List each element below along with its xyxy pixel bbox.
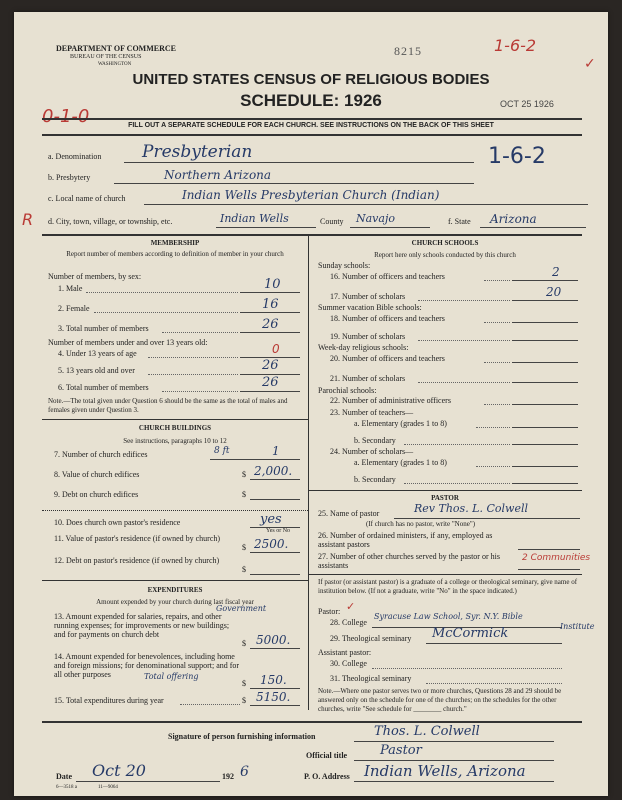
- date-label: Date: [56, 772, 72, 781]
- q18-label: 18. Number of officers and teachers: [330, 314, 445, 323]
- q5-label: 5. 13 years old and over: [58, 366, 135, 375]
- rule: [308, 574, 582, 575]
- q24a-label: a. Elementary (grades 1 to 8): [354, 458, 447, 467]
- form-code-2: 11—9064: [98, 785, 118, 790]
- check-mark-icon: ✓: [584, 56, 596, 72]
- census-schedule-form: [14, 12, 608, 796]
- q12-label: 12. Debt on pastor's residence (if owned by church): [54, 556, 220, 565]
- state-label: f. State: [448, 217, 471, 226]
- expenditures-intro-note: Government: [216, 604, 267, 613]
- signature-value: Thos. L. Colwell: [374, 724, 480, 739]
- q5-value: 26: [262, 358, 279, 373]
- official-title-label: Official title: [306, 751, 348, 760]
- rule: [42, 419, 308, 420]
- county-value: Navajo: [356, 212, 395, 225]
- schedule-title: SCHEDULE: 1926: [240, 91, 382, 110]
- presbytery-value: Northern Arizona: [164, 168, 272, 182]
- q11-label: 11. Value of pastor's residence (if owned by church): [54, 534, 221, 543]
- q31-label: 31. Theological seminary: [330, 674, 412, 683]
- q14-value: 150.: [260, 673, 287, 687]
- q23-label: 23. Number of teachers—: [330, 408, 414, 417]
- schools-heading: CHURCH SCHOOLS: [411, 239, 479, 247]
- membership-intro: Report number of members according to definition of member in your church: [66, 250, 284, 258]
- q29-label: 29. Theological seminary: [330, 634, 412, 643]
- q21-label: 21. Number of scholars: [330, 374, 406, 383]
- q13-label: 13. Amount expended for salaries, repairs, and other running expenses; for improvements or new buildings; and for payments on church debt: [54, 612, 230, 639]
- q6-label: 6. Total number of members: [58, 383, 149, 392]
- buildings-heading: CHURCH BUILDINGS: [138, 424, 212, 432]
- pastor-sub-label: Pastor:: [318, 607, 341, 616]
- q10-label: 10. Does church own pastor's residence: [54, 518, 181, 527]
- date-value: Oct 20: [92, 761, 146, 780]
- q28-value: Syracuse Law School, Syr. N.Y. Bible: [374, 612, 523, 621]
- expenditures-intro: Amount expended by your church during last fiscal year: [96, 598, 254, 606]
- city-label: d. City, town, village, or township, etc.: [48, 217, 173, 226]
- q20-label: 20. Number of officers and teachers: [330, 354, 445, 363]
- q22-label: 22. Number of administrative officers: [330, 396, 451, 405]
- weekday-schools-label: Week-day religious schools:: [318, 343, 409, 352]
- parochial-schools-label: Parochial schools:: [318, 386, 377, 395]
- denomination-value: Presbyterian: [142, 142, 253, 162]
- q13-dollar: $: [242, 639, 246, 648]
- address-label: P. O. Address: [304, 772, 350, 781]
- official-title-value: Pastor: [380, 743, 422, 758]
- rule: [42, 134, 582, 136]
- presbytery-label: b. Presbytery: [48, 173, 91, 182]
- q7-note: 8 ft: [214, 446, 230, 456]
- q15-label: 15. Total expenditures during year: [54, 696, 164, 705]
- assistant-pastor-label: Assistant pastor:: [318, 648, 372, 657]
- rule: [42, 234, 582, 236]
- q2-value: 16: [262, 297, 279, 312]
- q25-note: (If church has no pastor, write "None"): [366, 520, 476, 528]
- q14-note: Total offering: [144, 672, 199, 681]
- q25-value: Rev Thos. L. Colwell: [414, 502, 529, 515]
- q9-label: 9. Debt on church edifices: [54, 490, 139, 499]
- q13-value: 5000.: [256, 633, 291, 647]
- q1-label: 1. Male: [58, 284, 83, 293]
- q8-label: 8. Value of church edifices: [54, 470, 140, 479]
- yes-no-hint: Yes or No: [266, 528, 291, 534]
- q11-dollar: $: [242, 543, 246, 552]
- pastor-note: Note.—Where one pastor serves two or more churches, Questions 28 and 29 should be answered only on the schedule for one of the churches; on the schedules for the other churches, write "See schedule for ________ church.": [318, 687, 562, 713]
- serial-number: 8215: [394, 44, 422, 58]
- q9-dollar: $: [242, 490, 246, 499]
- q11-value: 2500.: [254, 537, 289, 551]
- q25-label: 25. Name of pastor: [318, 509, 380, 518]
- q27-value: 2 Communities: [522, 553, 591, 563]
- form-code: 6—3518 a: [56, 785, 77, 790]
- rule: [42, 580, 308, 581]
- q12-dollar: $: [242, 565, 246, 574]
- state-value: Arizona: [490, 212, 537, 226]
- year-value: 6: [240, 764, 249, 780]
- department-name: DEPARTMENT OF COMMERCE: [56, 44, 177, 53]
- rule: [42, 721, 582, 723]
- q24-label: 24. Number of scholars—: [330, 447, 414, 456]
- sunday-schools-label: Sunday schools:: [318, 261, 371, 270]
- q3-value: 26: [262, 317, 279, 332]
- q6-value: 26: [262, 375, 279, 390]
- city-name: WASHINGTON: [98, 62, 132, 67]
- local-name-label: c. Local name of church: [48, 194, 126, 203]
- schools-intro: Report here only schools conducted by this church: [374, 251, 516, 259]
- q23b-label: b. Secondary: [354, 436, 396, 445]
- q17-label: 17. Number of scholars: [330, 292, 406, 301]
- correction-mark: R: [22, 210, 34, 229]
- q15-dollar: $: [242, 696, 246, 705]
- code-mark: 0-1-0: [42, 106, 90, 127]
- buildings-sub: See instructions, paragraphs 10 to 12: [123, 437, 227, 445]
- q23a-label: a. Elementary (grades 1 to 8): [354, 419, 447, 428]
- address-value: Indian Wells, Arizona: [364, 762, 526, 780]
- rule: [42, 118, 582, 120]
- received-date-stamp: OCT 25 1926: [500, 99, 554, 109]
- rule: [308, 490, 582, 491]
- q17-value: 20: [546, 285, 562, 299]
- county-label: County: [320, 217, 344, 226]
- q8-dollar: $: [242, 470, 246, 479]
- q16-value: 2: [552, 265, 560, 279]
- form-title: UNITED STATES CENSUS OF RELIGIOUS BODIES: [132, 71, 490, 88]
- q1-value: 10: [264, 277, 281, 292]
- q26-label: 26. Number of ordained ministers, if any, employed as assistant pastors: [318, 531, 493, 549]
- instruction-line: FILL OUT A SEPARATE SCHEDULE FOR EACH CHURCH. SEE INSTRUCTIONS ON THE BACK OF THIS SHEET: [128, 122, 494, 129]
- q4-value: 0: [272, 342, 280, 356]
- q28-value-extra: Institute: [560, 622, 595, 631]
- q16-label: 16. Number of officers and teachers: [330, 272, 445, 281]
- expenditures-heading: EXPENDITURES: [147, 586, 203, 594]
- bureau-name: BUREAU OF THE CENSUS: [70, 54, 142, 60]
- q10-value: yes: [260, 512, 282, 527]
- summer-schools-label: Summer vacation Bible schools:: [318, 303, 422, 312]
- q30-label: 30. College: [330, 659, 367, 668]
- pastor-mark: ✓: [346, 600, 356, 613]
- graduate-note: If pastor (or assistant pastor) is a graduate of a college or theological seminary, give name of institution below. (If not a graduate, write "No" in the space indicated.): [318, 578, 578, 595]
- by-sex-label: Number of members, by sex:: [48, 272, 142, 281]
- city-value: Indian Wells: [220, 212, 289, 225]
- top-right-mark: 1-6-2: [494, 36, 537, 55]
- q14-label: 14. Amount expended for benevolences, including home and foreign missions; for denominational support; and for all other purposes: [54, 652, 240, 679]
- pastor-heading: PASTOR: [431, 494, 459, 502]
- q7-value: 1: [272, 444, 280, 458]
- age-group-label: Number of members under and over 13 years old:: [48, 338, 208, 347]
- q19-label: 19. Number of scholars: [330, 332, 406, 341]
- q28-label: 28. College: [330, 618, 367, 627]
- q2-label: 2. Female: [58, 304, 90, 313]
- q14-dollar: $: [242, 679, 246, 688]
- column-divider: [308, 234, 309, 710]
- q3-label: 3. Total number of members: [58, 324, 149, 333]
- membership-note: Note.—The total given under Question 6 should be the same as the total of males and females given under Question 3.: [48, 397, 288, 414]
- side-code-mark: 1-6-2: [488, 144, 546, 169]
- year-prefix: 192: [222, 772, 234, 781]
- q29-value: McCormick: [432, 626, 509, 641]
- membership-heading: MEMBERSHIP: [150, 239, 200, 247]
- q15-value: 5150.: [256, 690, 291, 704]
- local-name-value: Indian Wells Presbyterian Church (Indian): [182, 188, 440, 202]
- q7-label: 7. Number of church edifices: [54, 450, 148, 459]
- q8-value: 2,000.: [254, 464, 293, 478]
- q27-label: 27. Number of other churches served by the pastor or his assistants: [318, 552, 500, 570]
- q24b-label: b. Secondary: [354, 475, 396, 484]
- denomination-label: a. Denomination: [48, 152, 102, 161]
- q4-label: 4. Under 13 years of age: [58, 349, 137, 358]
- signature-label: Signature of person furnishing information: [168, 732, 316, 741]
